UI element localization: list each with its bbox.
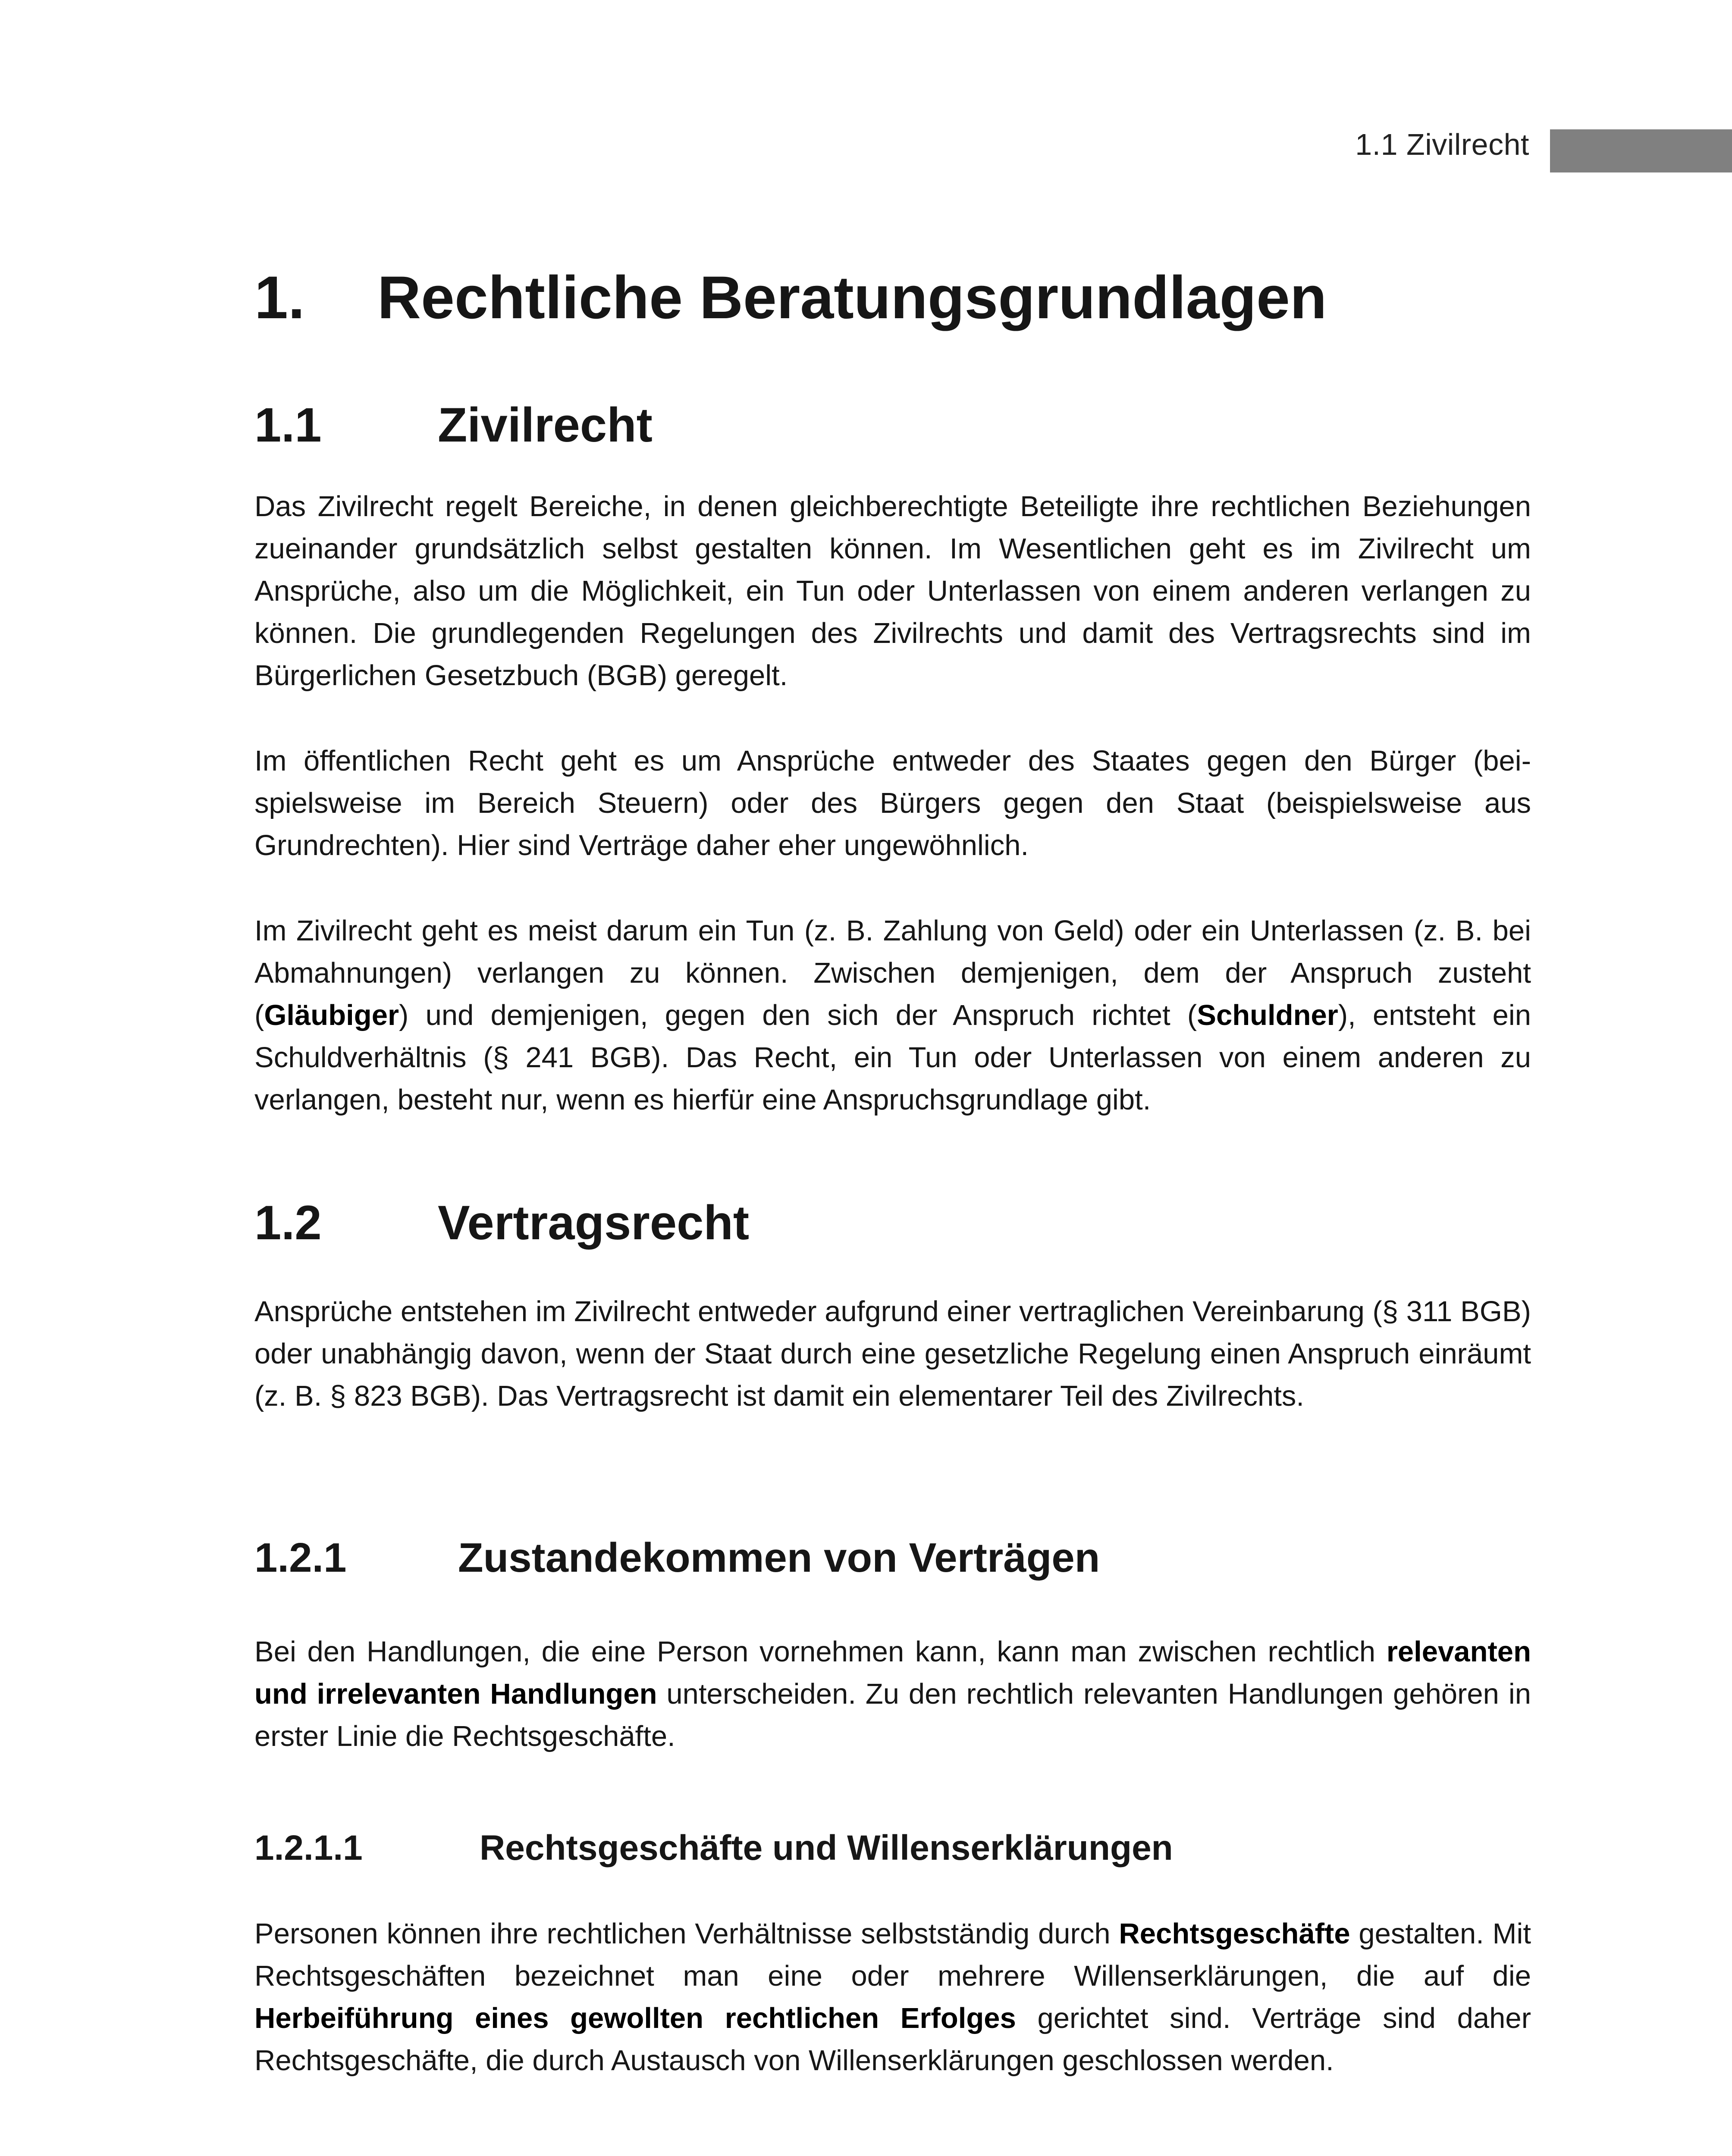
bold-term: Herbeiführung eines gewollten rechtlichen Erfolges [254,2002,1016,2034]
chapter-heading [254,263,1327,331]
paragraph [254,910,1531,1121]
text-run: Das Zivilrecht regelt Bereiche, in denen gleichberechtigte Beteiligte ihre rechtlichen Beziehungen zueinander grundsätzlich selbst gestalten können. Im Wesentlichen geht es im Zivilrecht um Ansprüche, also um die Möglichkeit, ein Tun oder Unterlassen von einem anderen verlangen zu können. Die grundlegenden Regelungen des Zivilrechts und damit des Vertragsrechts sind im Bürgerlichen Gesetzbuch (BGB) geregelt. [254,490,1531,692]
chapter-title: Rechtliche Beratungsgrundlagen [377,263,1327,331]
paragraph [254,1913,1531,2082]
bold-term: Schuldner [1197,999,1338,1031]
section-1-2-number: 1.2 [254,1196,322,1250]
paragraph [254,1631,1531,1758]
section-1-1-heading [254,398,653,452]
text-run: gestalten. Mit Rechtsgeschäften bezeichnet man eine oder mehrere Willenserklärungen, die auf die [254,1918,1531,1992]
bold-term: Gläubiger [264,999,399,1031]
section-1-2-1-heading [254,1537,1100,1579]
section-1-2-1-number: 1.2.1 [254,1535,347,1581]
text-run: Im Zivilrecht geht es meist darum ein Tun (z. B. Zahlung von Geld) oder ein Unterlassen (z. B. bei Abmahnungen) verlangen zu können. Zwischen demjenigen, dem der Anspruch zusteht ( [254,915,1531,1031]
paragraph [254,740,1531,867]
paragraph [254,1291,1531,1417]
text-run: unterscheiden. Zu den rechtlich relevanten Handlungen gehören in erster Linie die Rechtsgeschäfte. [254,1678,1531,1752]
bold-term: Rechtsgeschäfte [1119,1918,1350,1950]
text-run: Ansprüche entstehen im Zivilrecht entweder aufgrund einer vertraglichen Vereinbarung (§ 311 BGB) oder unabhängig davon, wenn der Staat durch eine gesetzliche Regelung einen Anspruch einräumt (z. B. § 823 BGB). Das Vertragsrecht ist damit ein elementarer Teil des Zivilrechts. [254,1295,1531,1412]
section-1-2-title: Vertragsrecht [438,1196,750,1250]
section-1-2-heading [254,1196,750,1250]
section-1-2-1-1-title: Rechtsgeschäfte und Willenserklärungen [480,1828,1173,1868]
paragraph [254,486,1531,697]
text-run: ) und demjenigen, gegen den sich der Anspruch richtet ( [399,999,1197,1031]
text-run: Personen können ihre rechtlichen Verhältnisse selbstständig durch [254,1918,1119,1950]
running-header: 1.1 Zivilrecht [1355,128,1529,161]
chapter-number: 1. [254,263,305,331]
bold-term: relevanten und irrelevanten Handlungen [254,1636,1531,1710]
section-1-2-1-title: Zustandekommen von Verträgen [458,1535,1100,1581]
header-bar [1550,129,1732,172]
text-run: Bei den Handlungen, die eine Person vornehmen kann, kann man zwischen rechtlich [254,1636,1387,1668]
section-1-1-number: 1.1 [254,398,322,452]
section-1-1-title: Zivilrecht [438,398,653,452]
text-run: ), entsteht ein Schuldverhältnis (§ 241 BGB). Das Recht, ein Tun oder Unterlassen von einem anderen zu verlangen, besteht nur, wenn es hierfür eine Anspruchsgrundlage gibt. [254,999,1531,1116]
section-1-2-1-1-heading [254,1830,1173,1866]
text-run: Im öffentlichen Recht geht es um Ansprüche entweder des Staates gegen den Bürger (beispielsweise im Bereich Steuern) oder des Bürgers gegen den Staat (beispielsweise aus Grundrechten). Hier sind Verträge daher eher ungewöhnlich. [254,745,1531,862]
text-run: gerichtet sind. Verträge sind daher Rechtsgeschäfte, die durch Austausch von Willenserklärungen geschlossen werden. [254,2002,1531,2077]
section-1-2-1-1-number: 1.2.1.1 [254,1828,363,1868]
